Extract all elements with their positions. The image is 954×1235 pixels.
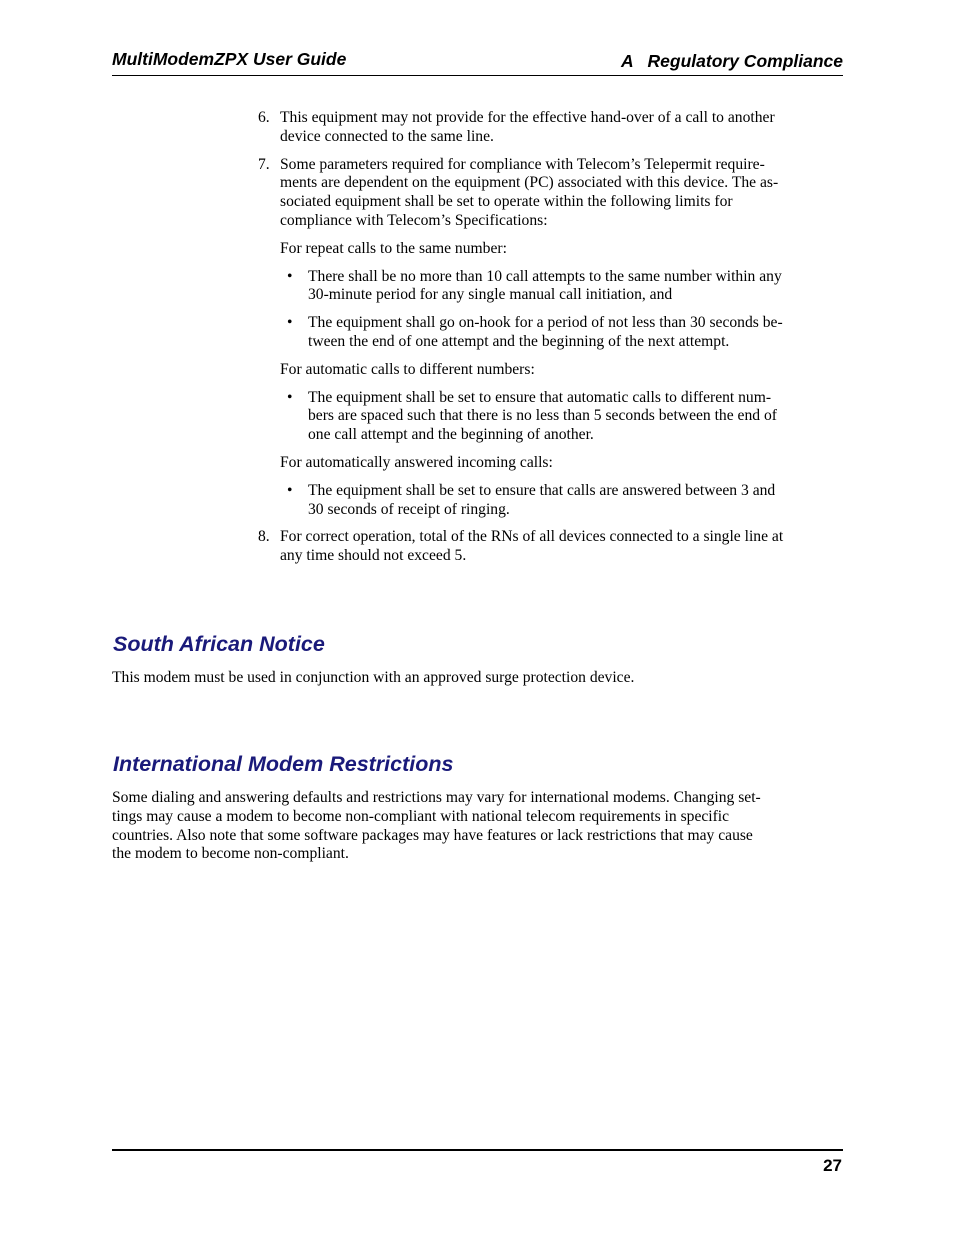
automatic-calls-intro: For automatic calls to different numbers: <box>280 360 535 378</box>
text-line: compliance with Telecom’s Specifications: <box>280 211 548 229</box>
bullet-item <box>280 389 842 445</box>
text-line: The equipment shall be set to ensure that automatic calls to different num- <box>308 388 772 406</box>
text-line: device connected to the same line. <box>280 127 494 145</box>
south-african-text: This modem must be used in conjunction with an approved surge protection device. <box>112 669 635 686</box>
bullet-icon: • <box>287 481 293 499</box>
south-african-heading: South African Notice <box>113 632 325 656</box>
item-paragraph <box>280 156 842 231</box>
list-item-7 <box>258 156 842 520</box>
text-line: the modem to become non-compliant. <box>112 845 349 863</box>
text-line: one call attempt and the beginning of another. <box>308 426 594 444</box>
list-number: 6. <box>258 109 270 126</box>
bullet-item <box>280 268 842 306</box>
text-line: Some dialing and answering defaults and restrictions may vary for international modems. Changing set- <box>112 789 761 806</box>
compliance-list <box>258 109 842 575</box>
text-line: ments are dependent on the equipment (PC) associated with this device. The as- <box>280 174 779 192</box>
list-item-6 <box>258 109 842 147</box>
list-number: 7. <box>258 155 270 173</box>
bullet-icon: • <box>287 267 293 285</box>
repeat-calls-intro: For repeat calls to the same number: <box>280 239 507 257</box>
bullet-icon: • <box>287 314 293 332</box>
page-number: 27 <box>823 1156 842 1175</box>
list-item-8 <box>258 528 842 566</box>
section-title: A Regulatory Compliance <box>620 51 843 71</box>
text-line: This equipment may not provide for the effective hand-over of a call to another <box>280 109 775 126</box>
answered-calls-intro: For automatically answered incoming calls: <box>280 453 553 471</box>
text-line: For correct operation, total of the RNs of all devices connected to a single line at <box>280 528 784 546</box>
text-line: 30 seconds of receipt of ringing. <box>308 500 510 518</box>
text-line: tings may cause a modem to become non-compliant with national telecom requirements in specific <box>112 807 730 825</box>
text-line: any time should not exceed 5. <box>280 547 467 565</box>
text-line: bers are spaced such that there is no less than 5 seconds between the end of <box>308 407 777 425</box>
bullet-item <box>280 482 842 520</box>
text-line: 30-minute period for any single manual call initiation, and <box>308 286 673 304</box>
text-line: tween the end of one attempt and the beginning of the next attempt. <box>308 332 730 350</box>
text-line: Some parameters required for compliance with Telecom’s Telepermit require- <box>280 155 765 173</box>
list-number: 8. <box>258 528 270 546</box>
guide-title: MultiModemZPX User Guide <box>112 49 347 69</box>
text-line: There shall be no more than 10 call attempts to the same number within any <box>308 267 782 285</box>
bullet-item <box>280 314 842 352</box>
international-paragraph <box>112 789 842 864</box>
text-line: The equipment shall be set to ensure that calls are answered between 3 and <box>308 481 776 499</box>
footer-divider <box>112 1149 843 1151</box>
international-heading: International Modem Restrictions <box>113 752 454 776</box>
text-line: sociated equipment shall be set to operate within the following limits for <box>280 193 733 211</box>
text-line: countries. Also note that some software packages may have features or lack restrictions that may cause <box>112 826 753 844</box>
page-header <box>112 47 843 76</box>
bullet-icon: • <box>287 388 293 406</box>
text-line: The equipment shall go on-hook for a period of not less than 30 seconds be- <box>308 314 783 332</box>
